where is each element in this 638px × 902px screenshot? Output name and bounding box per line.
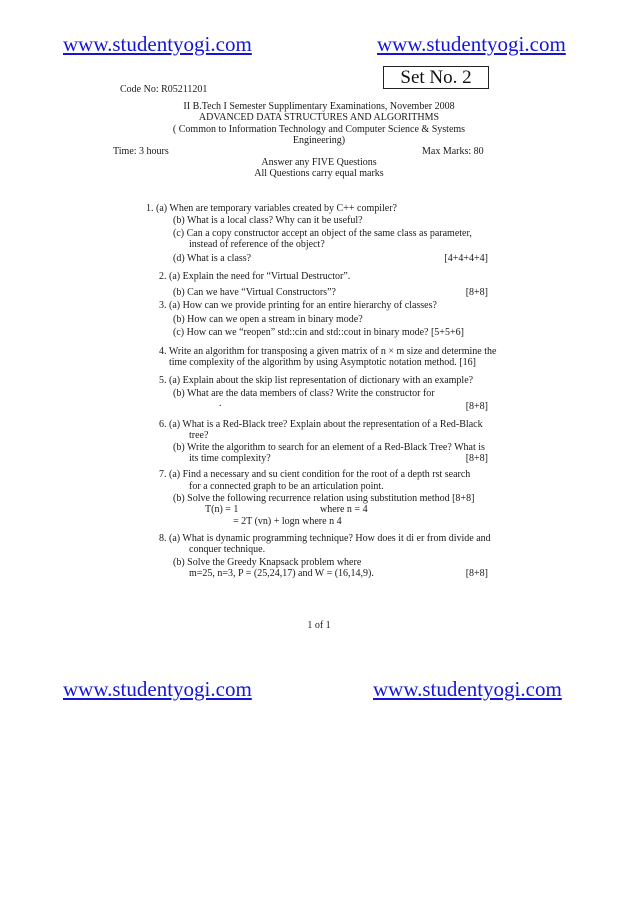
branch-line-1: ( Common to Information Technology and Computer Science & Systems — [172, 124, 466, 135]
q1-part-d: (d) What is a class? — [173, 253, 252, 264]
q6-part-b-line-2: its time complexity? — [189, 453, 271, 464]
q7-part-b: (b) Solve the following recurrence relation using substitution method [8+8] — [173, 493, 475, 504]
q1-part-a: 1. (a) When are temporary variables created by C++ compiler? — [146, 203, 397, 214]
max-marks: Max Marks: 80 — [422, 146, 484, 157]
watermark-link-top-left[interactable]: www.studentyogi.com — [63, 32, 252, 56]
q6-part-a-line-1: 6. (a) What is a Red-Black tree? Explain about the representation of a Red-Black — [159, 419, 483, 430]
q8-part-b-line-1: (b) Solve the Greedy Knapsack problem where — [173, 557, 362, 568]
q5-part-b: (b) What are the data members of class? Write the constructor for — [173, 388, 435, 399]
q8-part-a-line-1: 8. (a) What is dynamic programming technique? How does it di er from divide and — [159, 533, 491, 544]
q2-part-b: (b) Can we have “Virtual Constructors”? — [173, 287, 336, 298]
q4-line-1: 4. Write an algorithm for transposing a given matrix of n × m size and determine the — [159, 346, 497, 357]
q5-part-a: 5. (a) Explain about the skip list representation of dictionary with an example? — [159, 375, 474, 386]
watermark-link-bottom-right[interactable]: www.studentyogi.com — [373, 677, 562, 701]
q6-marks: [8+8] — [465, 453, 488, 464]
set-number-box — [383, 66, 489, 89]
q8-marks: [8+8] — [465, 568, 488, 579]
q7-part-a-line-1: 7. (a) Find a necessary and su cient condition for the root of a depth rst search — [159, 469, 471, 480]
q6-part-b-line-1: (b) Write the algorithm to search for an element of a Red-Black Tree? What is — [173, 442, 485, 453]
page-number: 1 of 1 — [307, 620, 331, 631]
q3-part-c: (c) How can we “reopen” std::cin and std::cout in binary mode? [5+5+6] — [173, 327, 464, 338]
code-number: Code No: R05211201 — [120, 84, 208, 95]
q2-part-a: 2. (a) Explain the need for “Virtual Destructor”. — [159, 271, 351, 282]
instruction-equal-marks: All Questions carry equal marks — [254, 168, 384, 179]
q1-part-c-line-1: (c) Can a copy constructor accept an object of the same class as parameter, — [173, 228, 472, 239]
subject-title: ADVANCED DATA STRUCTURES AND ALGORITHMS — [198, 112, 440, 123]
q5-marks: [8+8] — [465, 401, 488, 412]
q6-part-a-line-2: tree? — [189, 430, 209, 441]
q1-part-b: (b) What is a local class? Why can it be useful? — [173, 215, 363, 226]
q7-part-a-line-2: for a connected graph to be an articulation point. — [189, 481, 384, 492]
q8-part-b-line-2: m=25, n=3, P = (25,24,17) and W = (16,14,9). — [189, 568, 374, 579]
set-number-label: Set No. 2 — [400, 67, 472, 88]
exam-title: II B.Tech I Semester Supplimentary Examinations, November 2008 — [183, 101, 455, 112]
q8-part-a-line-2: conquer technique. — [189, 544, 266, 555]
q5-dot: . — [219, 398, 222, 409]
q3-part-b: (b) How can we open a stream in binary mode? — [173, 314, 363, 325]
time-allowed: Time: 3 hours — [113, 146, 169, 157]
q7-equation-2: = 2T (vn) + logn where n 4 — [233, 516, 342, 527]
q2-marks: [8+8] — [465, 287, 488, 298]
watermark-link-bottom-left[interactable]: www.studentyogi.com — [63, 677, 252, 701]
q1-part-c-line-2: instead of reference of the object? — [189, 239, 325, 250]
q7-equation-1: T(n) = 1 — [205, 504, 239, 515]
instruction-answer-five: Answer any FIVE Questions — [261, 157, 377, 168]
q7-equation-1-condition: where n = 4 — [320, 504, 368, 515]
watermark-link-top-right[interactable]: www.studentyogi.com — [377, 32, 566, 56]
q3-part-a: 3. (a) How can we provide printing for an entire hierarchy of classes? — [159, 300, 437, 311]
branch-line-2: Engineering) — [292, 135, 346, 146]
q1-marks: [4+4+4+4] — [444, 253, 488, 264]
q4-line-2: time complexity of the algorithm by using Asymptotic notation method. [16] — [169, 357, 476, 368]
